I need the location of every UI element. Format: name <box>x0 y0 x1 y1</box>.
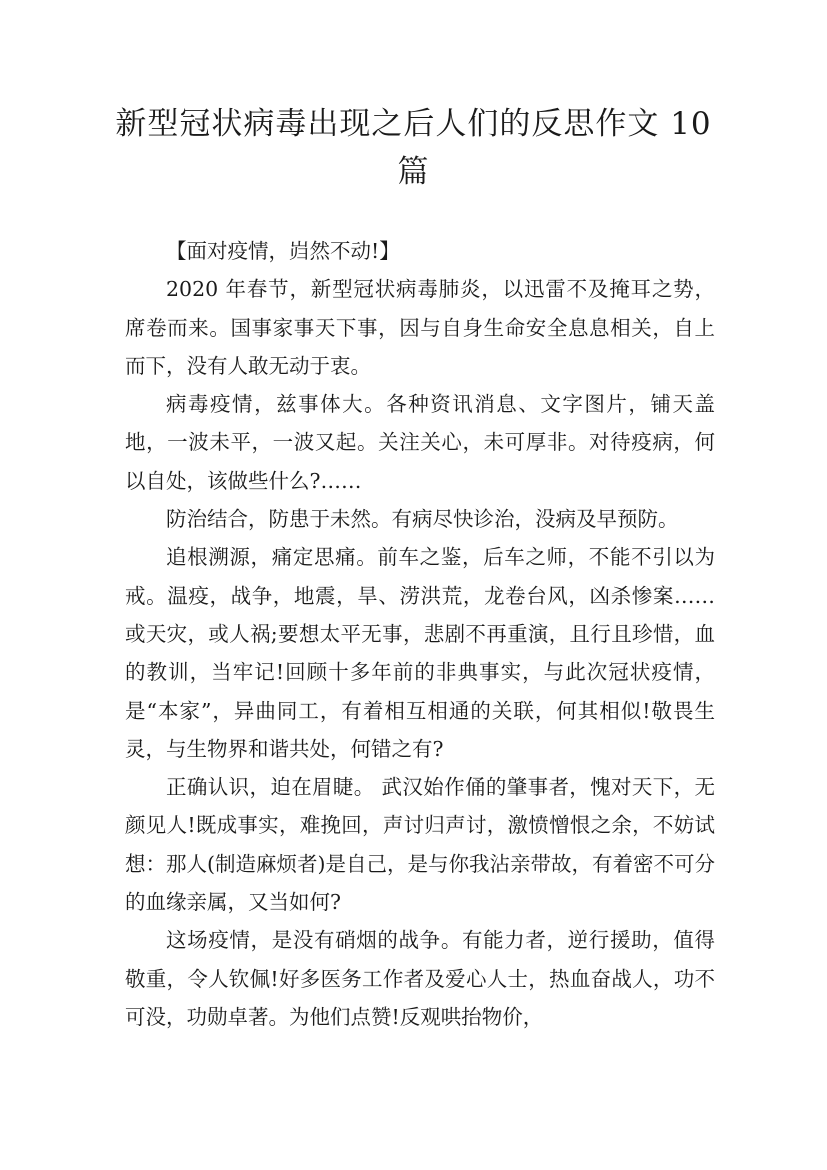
paragraph-2: 病毒疫情，兹事体大。各种资讯消息、文字图片，铺天盖地，一波未平，一波又起。关注关心，未可厚非。对待疫病，何以自处，该做些什么?…… <box>125 392 715 493</box>
section-heading: 【面对疫情，岿然不动!】 <box>166 239 400 263</box>
paragraph-3: 防治结合，防患于未然。有病尽快诊治，没病及早预防。 <box>166 507 679 532</box>
document-title: 新型冠状病毒出现之后人们的反思作文 10 篇 <box>115 106 712 190</box>
paragraph-6: 这场疫情，是没有硝烟的战争。有能力者，逆行援助，值得敬重，令人钦佩!好多医务工作者及爱心人士，热血奋战人，功不可没，功勋卓著。为他们点赞!反观哄抬物价， <box>125 928 715 1029</box>
paragraph-5: 正确认识，迫在眉睫。 武汉始作俑的肇事者，愧对天下，无颜见人!既成事实，难挽回，声讨归声讨，激愤憎恨之余，不妨试想：那人(制造麻烦者)是自己，是与你我沾亲带故，有着密不可分的血缘亲属，又当如何? <box>125 775 715 915</box>
paragraph-4: 追根溯源，痛定思痛。前车之鉴，后车之师，不能不引以为戒。温疫，战争，地震，旱、涝洪荒，龙卷台风，凶杀惨案……或天灾，或人祸;要想太平无事，悲剧不再重演，且行且珍惜，血的教训，当牢记!回顾十多年前的非典事实，与此次冠状疫情，是“本家”，异曲同工，有着相互相通的关联，何其相似!敬畏生灵，与生物界和谐共处，何错之有? <box>125 545 715 761</box>
document-body <box>125 232 715 1036</box>
paragraph-1: 2020 年春节，新型冠状病毒肺炎，以迅雷不及掩耳之势，席卷而来。国事家事天下事，因与自身生命安全息息相关，自上而下，没有人敢无动于衷。 <box>125 277 715 378</box>
